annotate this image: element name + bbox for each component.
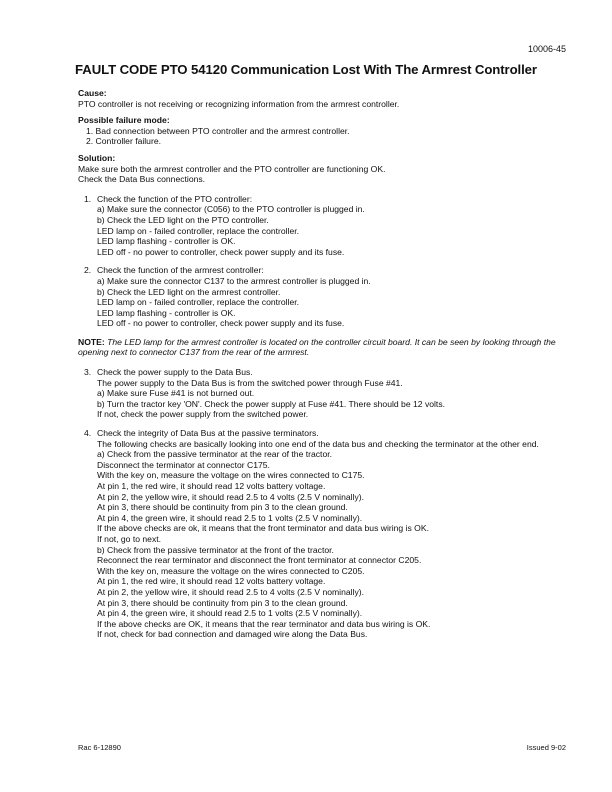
cause-heading: Cause: (78, 88, 107, 98)
step-number: 3. (84, 367, 92, 378)
step-line: At pin 4, the green wire, it should read 2.5 to 1 volts (2.5 V nominally). (97, 512, 363, 523)
step-item (78, 265, 574, 329)
step-line: If not, go to next. (97, 533, 162, 544)
step-line: The following checks are basically looking into one end of the data bus and checking the terminator at the other end. (97, 438, 539, 449)
note-text: The LED lamp for the armrest controller is located on the controller circuit board. It can be seen by looking through the opening next to connector C137 from the rear of the armrest. (78, 336, 556, 358)
document-body (78, 86, 574, 648)
footer-issue-date: Issued 9-02 (526, 743, 566, 752)
step-line: At pin 4, the green wire, it should read 2.5 to 1 volts (2.5 V nominally). (97, 608, 363, 619)
step-line: a) Check from the passive terminator at the rear of the tractor. (97, 449, 332, 460)
failure-mode-list (78, 126, 574, 147)
step-line: At pin 3, there should be continuity from pin 3 to the clean ground. (97, 597, 348, 608)
step-line: At pin 3, there should be continuity from pin 3 to the clean ground. (97, 502, 348, 513)
step-line: At pin 1, the red wire, it should read 12 volts battery voltage. (97, 576, 326, 587)
step-line: b) Check from the passive terminator at the front of the tractor. (97, 544, 334, 555)
step-line: At pin 1, the red wire, it should read 12 volts battery voltage. (97, 481, 326, 491)
note-label: NOTE: (78, 336, 105, 347)
failure-mode-item: 2. Controller failure. (86, 136, 161, 147)
solution-line: Make sure both the armrest controller and the PTO controller are functioning OK. (78, 163, 386, 174)
steps-part-2 (78, 367, 574, 640)
step-line: Check the power supply to the Data Bus. (97, 367, 253, 378)
step-line: LED off - no power to controller, check power supply and its fuse. (97, 318, 345, 329)
page-title: FAULT CODE PTO 54120 Communication Lost With The Armrest Controller (75, 62, 537, 77)
step-line: Disconnect the terminator at connector C175. (97, 459, 270, 470)
failure-mode-item: 1. Bad connection between PTO controller and the armrest controller. (86, 125, 350, 136)
step-line: If not, check the power supply from the switched power. (97, 409, 309, 420)
step-number: 1. (84, 193, 92, 204)
step-line: If not, check for bad connection and damaged wire along the Data Bus. (97, 629, 368, 640)
step-number: 2. (84, 265, 92, 276)
step-line: Reconnect the rear terminator and disconnect the front terminator at connector C205. (97, 555, 422, 566)
step-line: a) Make sure the connector (C056) to the PTO controller is plugged in. (97, 204, 365, 215)
steps-part-1 (78, 194, 574, 329)
step-line: With the key on, measure the voltage on the wires connected to C175. (97, 470, 365, 481)
step-line: Check the function of the armrest controller: (97, 265, 264, 276)
step-line: Check the function of the PTO controller: (97, 193, 253, 204)
step-line: LED lamp flashing - controller is OK. (97, 236, 236, 247)
solution-line: Check the Data Bus connections. (78, 174, 206, 185)
failure-mode-heading: Possible failure mode: (78, 115, 170, 126)
step-item (78, 194, 574, 258)
step-line: At pin 2, the yellow wire, it should read 2.5 to 4 volts (2.5 V nominally). (97, 586, 365, 597)
step-line: If the above checks are ok, it means that the front terminator and data bus wiring is OK. (97, 523, 429, 534)
step-line: b) Check the LED light on the armrest controller. (97, 286, 281, 297)
step-line: If the above checks are OK, it means that the rear terminator and data bus wiring is OK. (97, 618, 431, 629)
step-line: LED lamp flashing - controller is OK. (97, 307, 236, 318)
step-item (78, 367, 574, 420)
step-line: a) Make sure Fuse #41 is not burned out. (97, 388, 255, 399)
step-item (78, 428, 574, 640)
step-line: a) Make sure the connector C137 to the armrest controller is plugged in. (97, 275, 371, 286)
cause-text: PTO controller is not receiving or recognizing information from the armrest controller. (78, 98, 400, 109)
footer-document-id: Rac 6-12890 (78, 743, 121, 752)
note-block (78, 337, 574, 358)
step-line: b) Turn the tractor key 'ON'. Check the power supply at Fuse #41. There should be 12 volts. (97, 398, 446, 409)
solution-heading: Solution: (78, 152, 116, 163)
page-number: 10006-45 (527, 44, 566, 54)
step-line: LED lamp on - failed controller, replace the controller. (97, 297, 300, 308)
step-line: The power supply to the Data Bus is from the switched power through Fuse #41. (97, 377, 403, 388)
step-line: At pin 2, the yellow wire, it should read 2.5 to 4 volts (2.5 V nominally). (97, 491, 365, 502)
step-line: Check the integrity of Data Bus at the passive terminators. (97, 428, 319, 439)
step-number: 4. (84, 428, 92, 439)
step-line: LED lamp on - failed controller, replace the controller. (97, 225, 300, 236)
step-line: b) Check the LED light on the PTO controller. (97, 214, 269, 225)
step-line: With the key on, measure the voltage on the wires connected to C205. (97, 565, 365, 576)
step-line: LED off - no power to controller, check power supply and its fuse. (97, 246, 345, 257)
